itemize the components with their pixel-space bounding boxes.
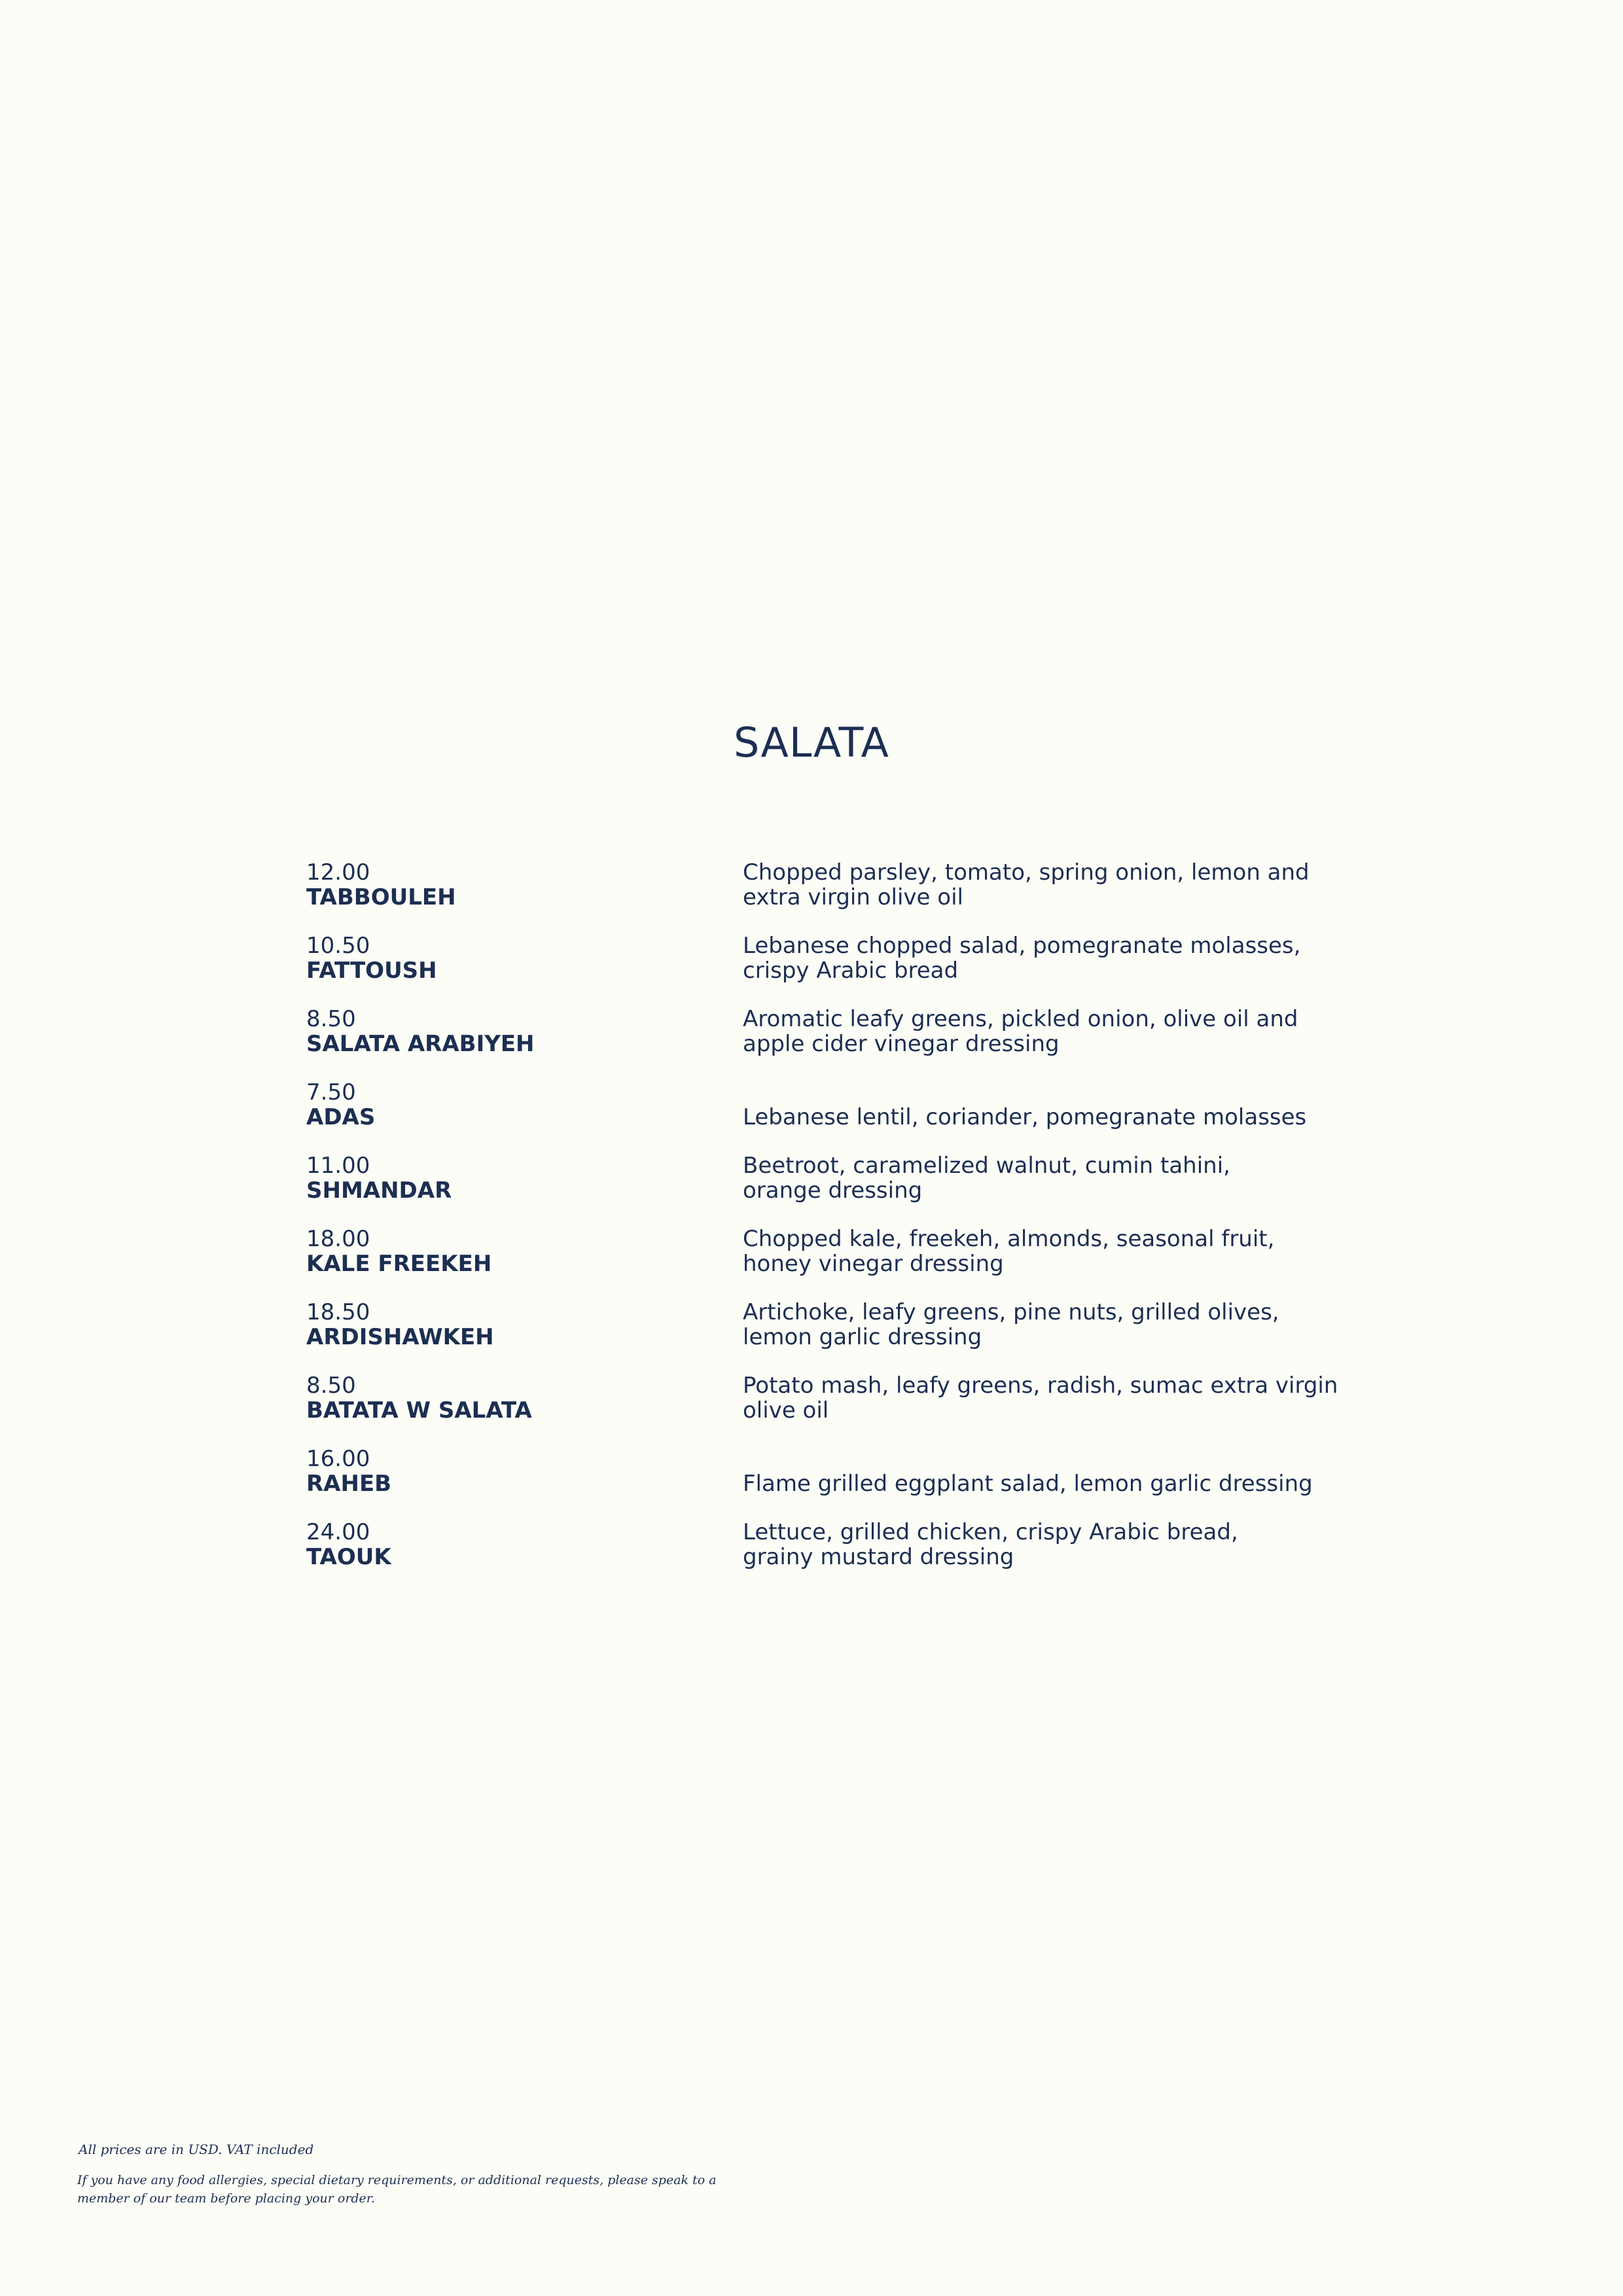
item-name: TABBOULEH <box>306 884 456 910</box>
item-price: 18.50 <box>306 1299 370 1325</box>
page-title: SALATA <box>734 719 889 766</box>
item-price: 18.00 <box>306 1226 370 1252</box>
allergy-note-line: member of our team before placing your order. <box>77 2191 375 2206</box>
menu-item <box>306 1520 1327 1593</box>
item-description <box>743 1471 1332 1496</box>
item-description <box>743 1520 1332 1570</box>
item-description <box>743 1105 1332 1130</box>
item-price: 10.50 <box>306 933 370 959</box>
prices-note: All prices are in USD. VAT included <box>79 2142 314 2157</box>
description-line: Lebanese chopped salad, pomegranate molasses, <box>743 933 1301 959</box>
description-line: Beetroot, caramelized walnut, cumin tahini, <box>743 1153 1230 1179</box>
item-description <box>743 1227 1332 1276</box>
item-name: SALATA ARABIYEH <box>306 1031 535 1057</box>
menu-item <box>306 1227 1327 1300</box>
description-line: Lebanese lentil, coriander, pomegranate molasses <box>743 1104 1307 1130</box>
item-name: BATATA W SALATA <box>306 1397 532 1424</box>
description-line: Chopped kale, freekeh, almonds, seasonal fruit, <box>743 1226 1275 1252</box>
menu-item <box>306 1080 1327 1153</box>
item-price: 8.50 <box>306 1006 356 1032</box>
item-name: ARDISHAWKEH <box>306 1324 494 1350</box>
description-line: Aromatic leafy greens, pickled onion, olive oil and <box>743 1006 1298 1032</box>
menu-item <box>306 860 1327 933</box>
menu-item <box>306 1372 1338 1446</box>
item-description <box>743 1372 1338 1424</box>
item-description <box>743 933 1332 983</box>
description-line: Artichoke, leafy greens, pine nuts, grilled olives, <box>743 1299 1279 1325</box>
menu-item <box>306 1300 1327 1373</box>
description-line: crispy Arabic bread <box>743 958 959 984</box>
description-line: apple cider vinegar dressing <box>743 1031 1060 1057</box>
item-name: TAOUK <box>306 1544 391 1570</box>
menu-item <box>306 1446 1327 1520</box>
item-name: RAHEB <box>306 1471 392 1497</box>
menu-item <box>306 933 1327 1007</box>
item-price: 12.00 <box>306 859 370 886</box>
description-line: Potato mash, leafy greens, radish, sumac extra virgin <box>743 1372 1338 1399</box>
footer-notes <box>77 2141 732 2208</box>
menu-list <box>306 859 1338 1593</box>
description-line: olive oil <box>743 1397 829 1424</box>
description-line: honey vinegar dressing <box>743 1251 1004 1277</box>
item-price: 24.00 <box>306 1519 370 1545</box>
description-line: Lettuce, grilled chicken, crispy Arabic bread, <box>743 1519 1238 1545</box>
item-description <box>743 860 1332 910</box>
item-description <box>743 1007 1332 1056</box>
item-description <box>743 1153 1332 1203</box>
item-price: 8.50 <box>306 1372 356 1399</box>
item-description <box>743 1300 1332 1350</box>
item-name: ADAS <box>306 1104 376 1130</box>
description-line: orange dressing <box>743 1177 923 1204</box>
description-line: extra virgin olive oil <box>743 884 963 910</box>
description-line: Chopped parsley, tomato, spring onion, lemon and <box>743 859 1310 886</box>
allergy-note <box>77 2171 732 2208</box>
menu-item <box>306 1007 1327 1080</box>
description-line: grainy mustard dressing <box>743 1544 1014 1570</box>
item-name: FATTOUSH <box>306 958 437 984</box>
item-price: 11.00 <box>306 1153 370 1179</box>
item-name: SHMANDAR <box>306 1177 452 1204</box>
description-line: lemon garlic dressing <box>743 1324 982 1350</box>
item-name: KALE FREEKEH <box>306 1251 492 1277</box>
allergy-note-line: If you have any food allergies, special dietary requirements, or additional requests, please speak to a <box>77 2173 717 2187</box>
item-price: 16.00 <box>306 1446 370 1472</box>
description-line: Flame grilled eggplant salad, lemon garlic dressing <box>743 1471 1313 1497</box>
item-price: 7.50 <box>306 1079 356 1105</box>
menu-item <box>306 1153 1327 1227</box>
